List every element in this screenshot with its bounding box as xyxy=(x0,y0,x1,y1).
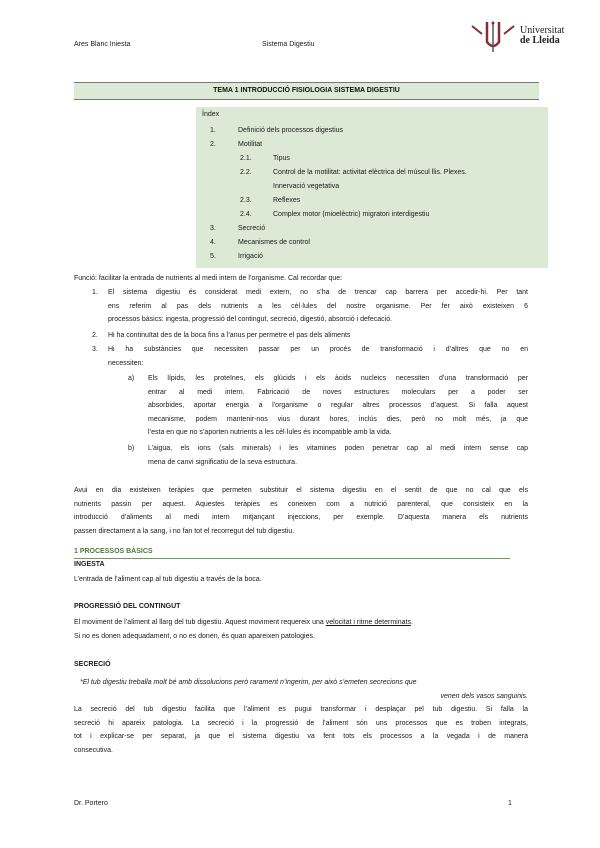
secrecio-note: *El tub digestiu treballa molt bé amb dissolucions però rarament n’ingerim, per això s’emeten secrecions que venen dels vasos sanguinis. xyxy=(80,679,528,700)
therapies-paragraph: Avui en dia existeixen teràpies que permeten substituir el sistema digestiu en el sentit de que no cal que els nutrients passin per aquest. Aquestes teràpies es coneixen com a nutrició parenteral, que consisteix en la introducció d’aliments al medi intern mitjançant injeccions, per exemple. D’aquesta manera els nutrients passen directament a la sang, i no fan tot el recorregut del tub digestiu. xyxy=(74,487,528,535)
sublist-item: a) Els lípids, les proteïnes, els glúcids i els àcids nucleics necessiten d’una transformació per entrar al medi intern. Fabricació de noves estructures moleculars per a poder ser absorbides, aportar energia a l’organisme o regular altres processos d’aquest. Si falla aquest mecanisme, podem mantenir-nos vius durant hores, inclús dies, però no molt més, ja que l’esta en que no s’aporten nutrients a les cèl·lules és incompatible amb la vida. xyxy=(128,375,528,436)
university-logo xyxy=(470,20,580,56)
subheading-progressio: PROGRESSIÓ DEL CONTINGUT xyxy=(74,603,181,610)
list-item: 2. Hi ha continuïtat des de la boca fins a l’anus per permetre el pas dels aliments xyxy=(92,332,351,339)
subheading-secrecio: SECRECIÓ xyxy=(74,661,111,668)
header-author: Ares Blanc Iniesta xyxy=(74,41,131,48)
progressio-text: El moviment de l’aliment al llarg del tub digestiu. Aquest moviment requereix una velocitat i ritme determinats. xyxy=(74,619,413,626)
document-title: TEMA 1 INTRODUCCIÓ FISIOLOGIA SISTEMA DIGESTIU xyxy=(74,82,539,100)
list-item: 3. Hi ha substàncies que necessiten passar per un procés de transformació i d’altres que no en necessiten: xyxy=(92,346,528,367)
secrecio-paragraph: La secreció del tub digestiu facilita que l’aliment es pugui transformar i desplaçar pel tub digestiu. Si falla la secreció hi apareix patologia. La secreció i la progressió de l’aliment són uns processos que es troben integrats, tot i explicar-se per separat, ja que el sistema digestiu va fent tots els processos a la vegada i de manera consecutiva. xyxy=(74,706,528,754)
logo-line-1: Universitat xyxy=(520,25,565,36)
footer-author: Dr. Portero xyxy=(74,800,108,807)
header-subject: Sistema Digestiu xyxy=(262,41,315,48)
logo-line-2: de Lleida xyxy=(520,35,560,46)
subheading-ingesta: INGESTA xyxy=(74,561,105,568)
index-heading: Índex xyxy=(202,111,220,118)
logo-emblem-icon xyxy=(470,20,516,54)
page-number: 1 xyxy=(508,800,512,807)
sublist-item: b) L’aigua, els ions (sals minerals) i les vitamines poden penetrar cap al medi intern sense cap mena de canvi significatiu de la seva estructura. xyxy=(128,445,528,466)
ingesta-text: L’entrada de l’aliment cap al tub digestiu a través de la boca. xyxy=(74,576,262,583)
underlined-term: velocitat i ritme determinats xyxy=(325,619,411,626)
section-divider xyxy=(74,558,510,559)
page-header xyxy=(0,0,600,60)
progressio-text-2: Si no es donen adequadament, o no es donen, és quan apareixen patologies. xyxy=(74,633,315,640)
section-heading: 1 PROCESSOS BÀSICS xyxy=(74,548,153,555)
list-item: 1. El sistema digestiu és considerat medi extern, no s’ha de trencar cap barrera per accedir-hi. Per tant ens referim al pas dels nutrients a les cèl·lules del nostre organisme. Per fer això existeixen 6 processos bàsics: ingesta, progressió del contingut, secreció, digestió, absorció i defecació. xyxy=(92,289,528,323)
logo-text xyxy=(520,26,564,46)
intro-text: Funció: facilitar la entrada de nutrients al medi intern de l’organisme. Cal recordar que: xyxy=(74,275,343,282)
index-box: Índex 1. Definició dels processos digestius 2. Motilitat 2.1. Tipus 2.2. Control de la motilitat: activitat elèctrica del múscul llis. Plexes. Innervació vegetativa 2.3. Reflexes 2.4. Complex motor (mioelèctric) migratori interdigestiu 3. Secreció 4. Mecanismes de control 5. Irrigació xyxy=(196,107,548,268)
